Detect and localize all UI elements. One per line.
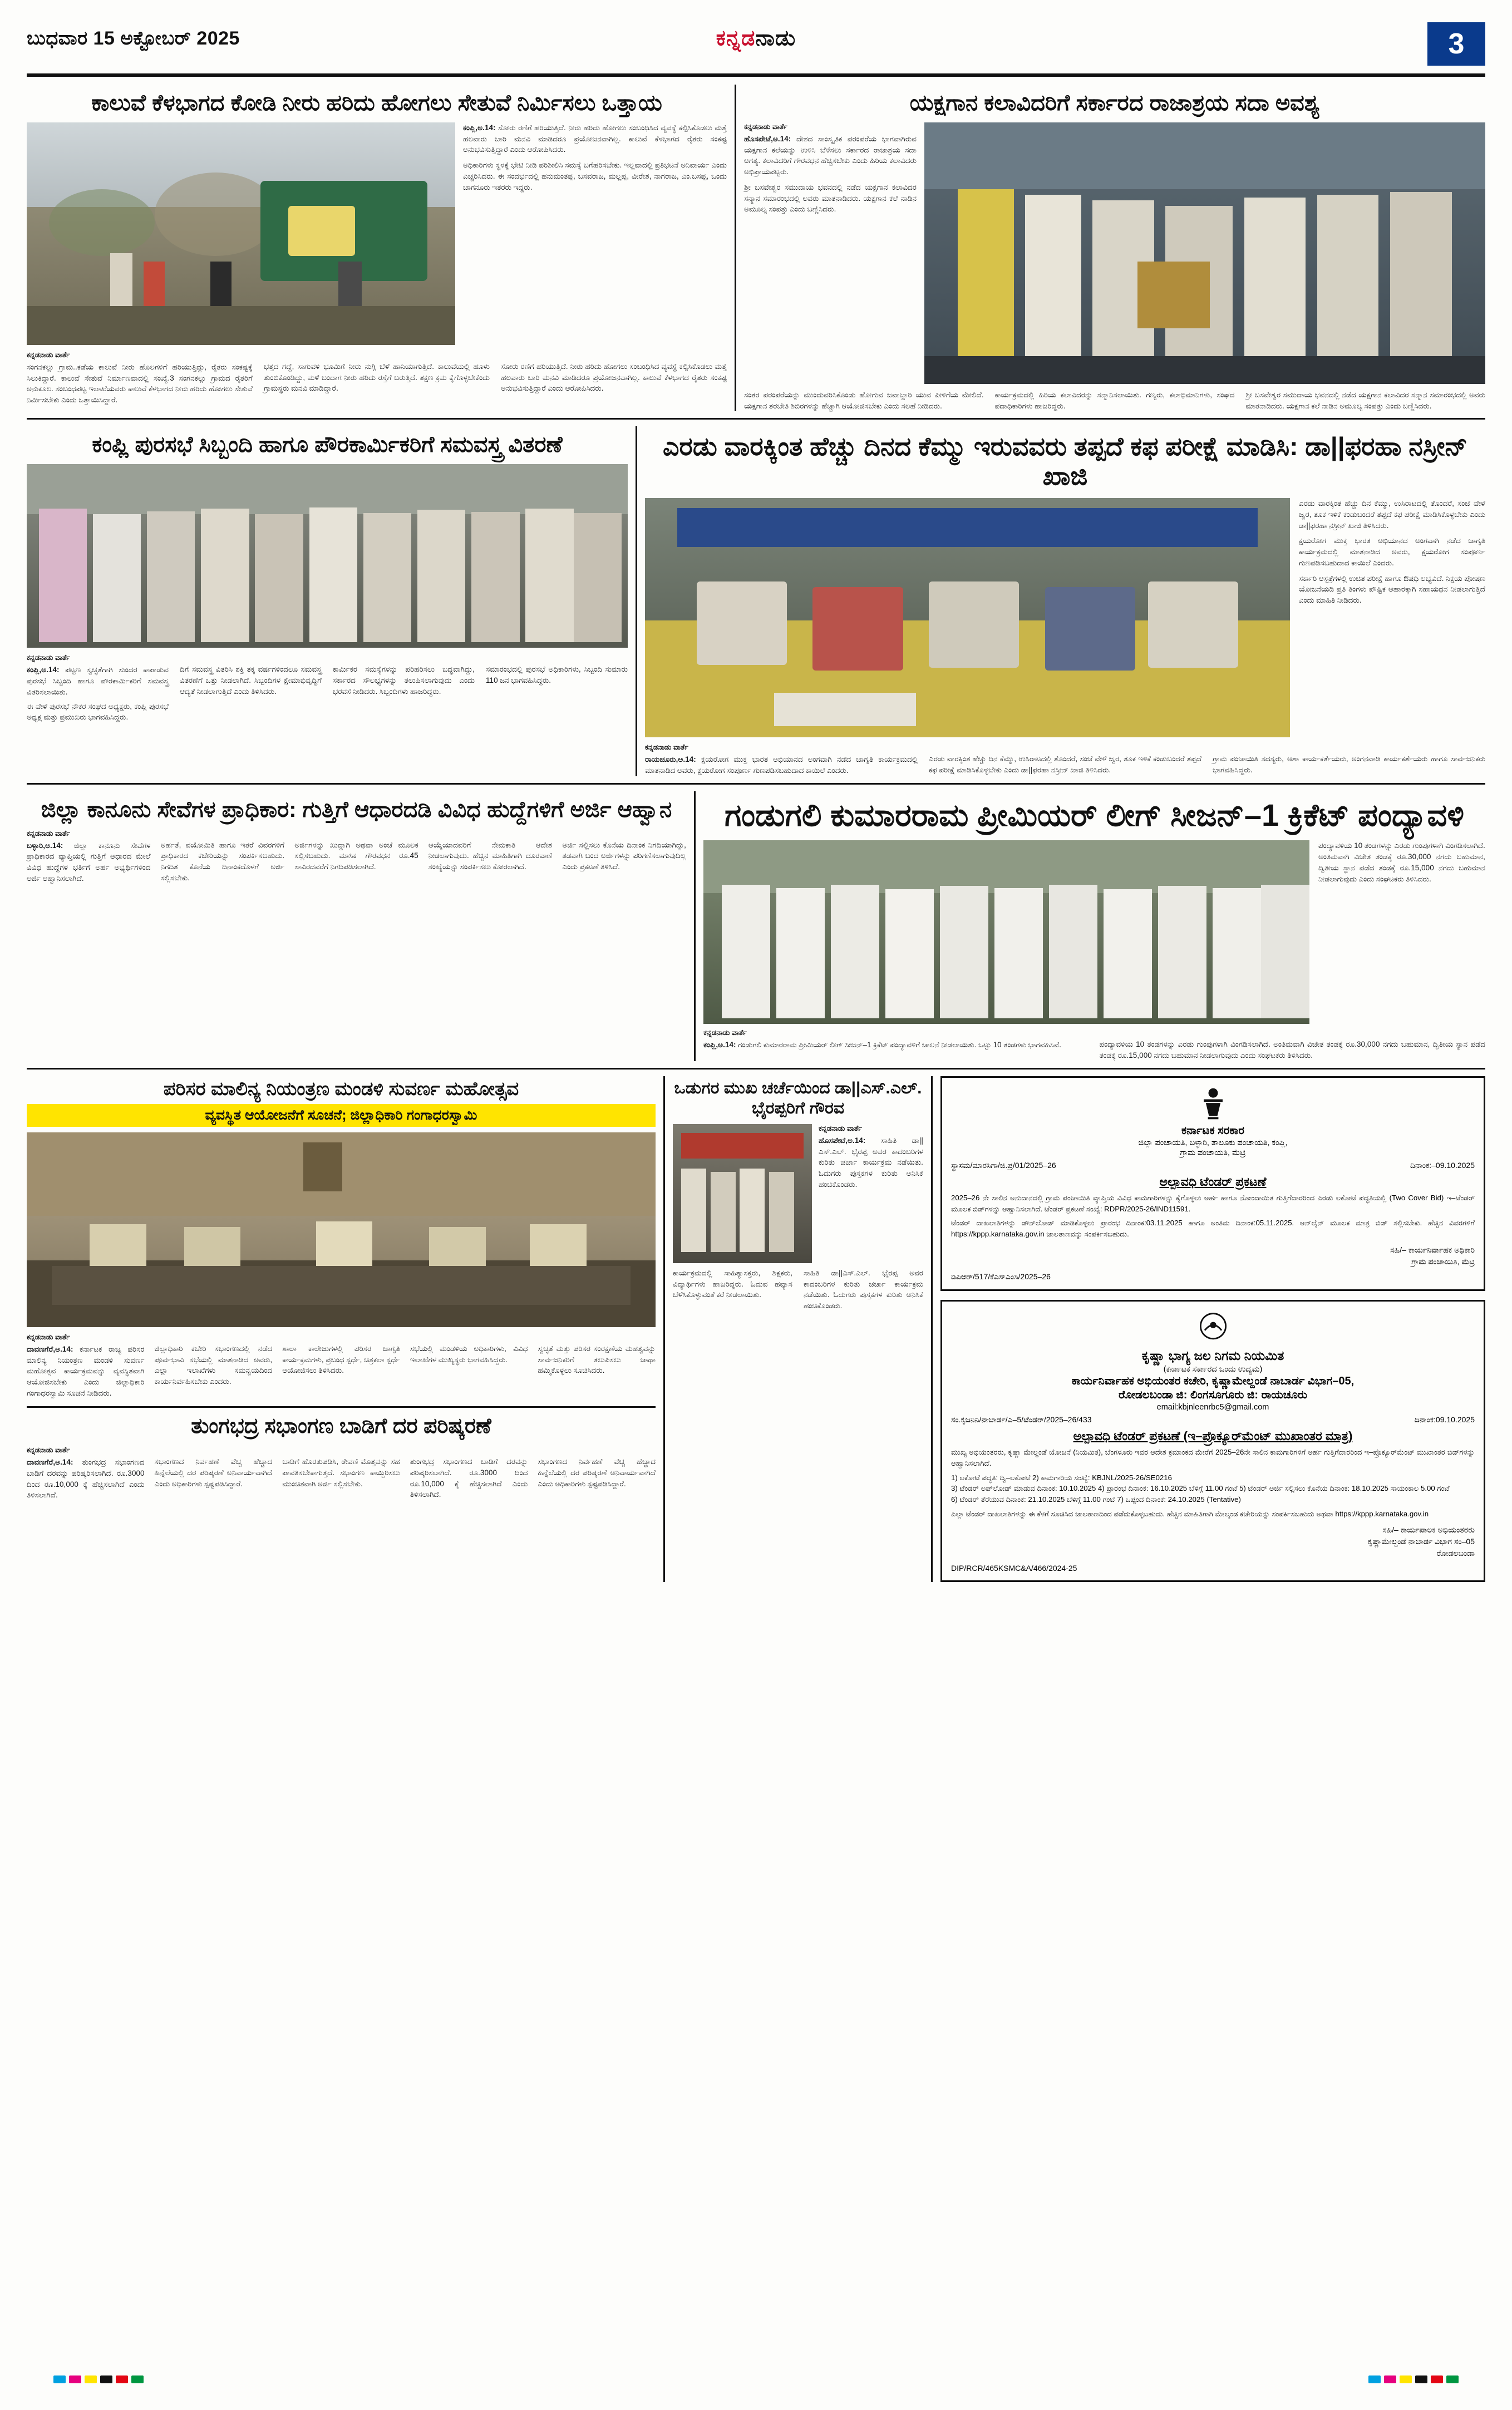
legal-body4: ಆಯ್ಕೆಯಾದವರಿಗೆ ನೇಮಕಾತಿ ಆದೇಶ ನೀಡಲಾಗುವುದು. ಹೆಚ್ಚಿನ ಮಾಹಿತಿಗಾಗಿ ದೂರವಾಣಿ ಸಂಖ್ಯೆಯನ್ನು ಸಂಪರ್ಕಿಸಲು ಕೋರಲಾಗಿದೆ.: [428, 840, 553, 871]
pollution-photo: [27, 1132, 656, 1327]
tb-byline: ಕನ್ನಡನಾಡು ವಾರ್ತೆ: [645, 743, 689, 752]
uniform-body5: ಸಮಾರಂಭದಲ್ಲಿ ಪುರಸಭೆ ಅಧಿಕಾರಿಗಳು, ಸಿಬ್ಬಂದಿ ಸುಮಾರು 110 ಜನ ಭಾಗವಹಿಸಿದ್ದರು.: [486, 665, 628, 685]
tungabhadra-body2: ಸಭಾಂಗಣದ ನಿರ್ವಹಣೆ ವೆಚ್ಚ ಹೆಚ್ಚಾದ ಹಿನ್ನೆಲೆಯಲ್ಲಿ ದರ ಪರಿಷ್ಕರಣೆ ಅನಿವಾರ್ಯವಾಗಿದೆ ಎಂದು ಅಧಿಕಾರಿಗಳು ಸ್ಪಷ್ಟಪಡಿಸಿದ್ದಾರೆ.: [154, 1457, 273, 1488]
tungabhadra-lead: ದಾವಣಗೆರೆ,ಅ.14: ತುಂಗಭದ್ರ ಸಭಾಂಗಣದ ಬಾಡಿಗೆ ದರವನ್ನು ಪರಿಷ್ಕರಿಸಲಾಗಿದೆ. ರೂ.3000 ದಿಂದ ರೂ.10,000 ಕ್ಕೆ ಹೆಚ್ಚಿಸಲಾಗಿದೆ ಎಂದು ತಿಳಿಸಲಾಗಿದೆ.: [27, 1458, 145, 1500]
tb-side-text3: ಸರ್ಕಾರಿ ಆಸ್ಪತ್ರೆಗಳಲ್ಲಿ ಉಚಿತ ಪರೀಕ್ಷೆ ಹಾಗೂ ಔಷಧಿ ಲಭ್ಯವಿದೆ. ನಿಕ್ಷಯ ಪೋಷಣ ಯೋಜನೆಯಡಿ ಪ್ರತಿ ತಿಂಗಳು ಪೌಷ್ಟಿಕ ಆಹಾರಕ್ಕಾಗಿ ಸಹಾಯಧನ ನೀಡಲಾಗುತ್ತಿದೆ ಎಂದು ಮಾಹಿತಿ ನೀಡಿದರು.: [1299, 574, 1485, 604]
canal-body2: ಭತ್ತದ ಗದ್ದೆ, ಸಾಗುವಳಿ ಭೂಮಿಗೆ ನೀರು ನುಗ್ಗಿ ಬೆಳೆ ಹಾನಿಯಾಗುತ್ತಿದೆ. ಕಾಲುವೆಯಲ್ಲಿ ಹೂಳು ತುಂಬಿಕೊಂಡಿದ್ದು, ಮಳೆ ಬಂದಾಗ ನೀರು ಹರಿದು ರಸ್ತೆಗೆ ಬರುತ್ತಿದೆ. ತಕ್ಷಣ ಕ್ರಮ ಕೈಗೊಳ್ಳಬೇಕೆಂದು ಗ್ರಾಮಸ್ಥರು ಮನವಿ ಮಾಡಿದ್ದಾರೆ.: [264, 362, 490, 393]
pollution-body3: ಶಾಲಾ ಕಾಲೇಜುಗಳಲ್ಲಿ ಪರಿಸರ ಜಾಗೃತಿ ಕಾರ್ಯಕ್ರಮಗಳು, ಪ್ರಬಂಧ ಸ್ಪರ್ಧೆ, ಚಿತ್ರಕಲಾ ಸ್ಪರ್ಧೆ ಆಯೋಜಿಸಲು ತಿಳಿಸಿದರು.: [282, 1344, 400, 1375]
odugara-body3: ಸಾಹಿತಿ ಡಾ||ಎಸ್.ಎಲ್. ಭೈರಪ್ಪ ಅವರ ಕಾದಂಬರಿಗಳ ಕುರಿತು ಚರ್ಚಾ ಕಾರ್ಯಕ್ರಮ ನಡೆಯಿತು. ಓದುಗರು ಪುಸ್ತಕಗಳ ಕುರಿತು ಅನಿಸಿಕೆ ಹಂಚಿಕೊಂಡರು.: [804, 1268, 923, 1310]
ad1-dept2: ಗ್ರಾಮ ಪಂಚಾಯತಿ, ಮೆಟ್ರಿ: [1180, 1148, 1246, 1157]
ad2-sign1: ಸಹಿ/– ಕಾರ್ಯಪಾಲಕ ಅಭಿಯಂತರರು: [1382, 1525, 1475, 1534]
legal-headline: ಜಿಲ್ಲಾ ಕಾನೂನು ಸೇವೆಗಳ ಪ್ರಾಧಿಕಾರ: ಗುತ್ತಿಗೆ ಆಧಾರದಡಿ ವಿವಿಧ ಹುದ್ದೆಗಳಿಗೆ ಅರ್ಜಿ ಆಹ್ವಾನ: [41, 797, 672, 822]
yakshagana-body5: ಶ್ರೀ ಬಸವೇಶ್ವರ ಸಮುದಾಯ ಭವನದಲ್ಲಿ ನಡೆದ ಯಕ್ಷಗಾನ ಕಲಾವಿದರ ಸನ್ಮಾನ ಸಮಾರಂಭದಲ್ಲಿ ಅವರು ಮಾತನಾಡಿದರು. ಯಕ್ಷಗಾನ ಕಲೆ ನಾಡಿನ ಅಮೂಲ್ಯ ಸಂಪತ್ತು ಎಂದು ಬಣ್ಣಿಸಿದರು.: [1245, 391, 1486, 410]
pollution-body2: ಜಿಲ್ಲಾಧಿಕಾರಿ ಕಚೇರಿ ಸಭಾಂಗಣದಲ್ಲಿ ನಡೆದ ಪೂರ್ವಭಾವಿ ಸಭೆಯಲ್ಲಿ ಮಾತನಾಡಿದ ಅವರು, ಎಲ್ಲಾ ಇಲಾಖೆಗಳು ಸಮನ್ವಯದಿಂದ ಕಾರ್ಯನಿರ್ವಹಿಸಬೇಕು ಎಂದರು.: [154, 1344, 273, 1386]
ad1-dept1: ಜಿಲ್ಲಾ ಪಂಚಾಯತಿ, ಬಳ್ಳಾರಿ, ತಾಲೂಕು ಪಂಚಾಯತಿ, ಕಂಪ್ಲಿ,: [1138, 1138, 1288, 1147]
ad1-ref: ಸ್ಥಾಸಮ/ಮಾರಸಿಗಾ/ಜಿ.ಪ್ರ/01/2025–26: [951, 1160, 1056, 1170]
cricket-side-text: ಪಂದ್ಯಾವಳಿಯ 10 ತಂಡಗಳನ್ನು ಎರಡು ಗುಂಪುಗಳಾಗಿ ವಿಂಗಡಿಸಲಾಗಿದೆ. ಅಂತಿಮವಾಗಿ ವಿಜೇತ ತಂಡಕ್ಕೆ ರೂ.30,000 ನಗದು ಬಹುಮಾನ, ದ್ವಿತೀಯ ಸ್ಥಾನ ಪಡೆದ ತಂಡಕ್ಕೆ ರೂ.15,000 ನಗದು ಬಹುಮಾನ ನೀಡಲಾಗುವುದು ಎಂದು ಸಂಘಟಕರು ತಿಳಿಸಿದರು.: [1318, 841, 1485, 883]
ad1-body: 2025–26 ನೇ ಸಾಲಿನ ಅನುದಾನದಲ್ಲಿ ಗ್ರಾಮ ಪಂಚಾಯಿತಿ ವ್ಯಾಪ್ತಿಯ ವಿವಿಧ ಕಾಮಗಾರಿಗಳನ್ನು ಕೈಗೊಳ್ಳಲು ಅರ್ಹ ಹಾಗೂ ನೋಂದಾಯಿತ ಗುತ್ತಿಗೆದಾರರಿಂದ ಎರಡು ಲಕೋಟೆ ಪದ್ಧತಿಯಲ್ಲಿ (Two Cover Bid) ಇ–ಟೆಂಡರ್ ಮೂಲಕ ಬಿಡ್‌ಗಳನ್ನು ಆಹ್ವಾನಿಸಲಾಗಿದೆ. ಟೆಂಡರ್ ಪ್ರಕಟಣೆ ಸಂಖ್ಯೆ: RDPR/2025-26/IND11591.: [951, 1193, 1475, 1213]
cricket-byline: ಕನ್ನಡನಾಡು ವಾರ್ತೆ: [703, 1028, 747, 1037]
ad2-body: ಮುಖ್ಯ ಅಭಿಯಂತರರು, ಕೃಷ್ಣಾ ಮೇಲ್ದಂಡೆ ಯೋಜನೆ (ನಿಯಮಿತ), ಬೆಂಗಳೂರು ಇವರ ಆದೇಶ ಕ್ರಮಾಂಕದ ಮೇರೆಗೆ 2025–26ನೇ ಸಾಲಿನ ಕಾಮಗಾರಿಗಳಿಗೆ ಅರ್ಹ ಗುತ್ತಿಗೆದಾರರಿಂದ ಇ–ಪ್ರೊಕ್ಯೂರ್‌ಮೆಂಟ್ ಮುಖಾಂತರ ಬಿಡ್‌ಗಳನ್ನು ಆಹ್ವಾನಿಸಲಾಗಿದೆ.: [951, 1448, 1475, 1467]
ad1-sign2: ಗ್ರಾಮ ಪಂಚಾಯಿತಿ, ಮೆಟ್ರಿ: [1411, 1257, 1475, 1266]
uniform-headline: ಕಂಪ್ಲಿ ಪುರಸಭೆ ಸಿಬ್ಬಂದಿ ಹಾಗೂ ಪೌರಕಾರ್ಮಿಕರಿಗೆ ಸಮವಸ್ತ್ರ ವಿತರಣೆ: [92, 432, 563, 457]
ad2-line3: 6) ಟೆಂಡರ್ ತೆರೆಯುವ ದಿನಾಂಕ: 21.10.2025 ಬೆಳಿಗ್ಗೆ 11.00 ಗಂಟೆ 7) ಒಪ್ಪಂದ ದಿನಾಂಕ: 24.10.2025 (Tentative): [951, 1495, 1241, 1504]
odugara-lead: ಹೊಸಪೇಟೆ,ಅ.14: ಸಾಹಿತಿ ಡಾ||ಎಸ್.ಎಲ್. ಭೈರಪ್ಪ ಅವರ ಕಾದಂಬರಿಗಳ ಕುರಿತು ಚರ್ಚಾ ಕಾರ್ಯಕ್ರಮ ನಡೆಯಿತು. ಓದುಗರು ಪುಸ್ತಕಗಳ ಕುರಿತು ಅನಿಸಿಕೆ ಹಂಚಿಕೊಂಡರು.: [819, 1136, 923, 1189]
tungabhadra-body5: ಸಭಾಂಗಣದ ನಿರ್ವಹಣೆ ವೆಚ್ಚ ಹೆಚ್ಚಾದ ಹಿನ್ನೆಲೆಯಲ್ಲಿ ದರ ಪರಿಷ್ಕರಣೆ ಅನಿವಾರ್ಯವಾಗಿದೆ ಎಂದು ಅಧಿಕಾರಿಗಳು ಸ್ಪಷ್ಟಪಡಿಸಿದ್ದಾರೆ.: [538, 1457, 656, 1488]
cricket-headline: ಗಂಡುಗಲಿ ಕುಮಾರರಾಮ ಪ್ರೀಮಿಯರ್ ಲೀಗ್ ಸೀಜನ್–1 ಕ್ರಿಕೆಟ್ ಪಂದ್ಯಾವಳಿ: [725, 797, 1464, 832]
tb-body3: ಎರಡು ವಾರಕ್ಕಿಂತ ಹೆಚ್ಚು ದಿನ ಕೆಮ್ಮು, ಉಸಿರಾಟದಲ್ಲಿ ತೊಂದರೆ, ಸಂಜೆ ವೇಳೆ ಜ್ವರ, ತೂಕ ಇಳಿಕೆ ಕಂಡುಬಂದರೆ ತಪ್ಪದೆ ಕಫ ಪರೀಕ್ಷೆ ಮಾಡಿಸಿಕೊಳ್ಳಬೇಕು ಎಂದು ಡಾ||ಫರಹಾ ನಸ್ರೀನ್ ಖಾಜಿ ತಿಳಿಸಿದರು.: [929, 755, 1201, 774]
pollution-body4: ಸಭೆಯಲ್ಲಿ ಮಂಡಳಿಯ ಅಧಿಕಾರಿಗಳು, ವಿವಿಧ ಇಲಾಖೆಗಳ ಮುಖ್ಯಸ್ಥರು ಭಾಗವಹಿಸಿದ್ದರು.: [410, 1344, 528, 1364]
pollution-body5: ಸ್ವಚ್ಛತೆ ಮತ್ತು ಪರಿಸರ ಸಂರಕ್ಷಣೆಯ ಮಹತ್ವವನ್ನು ಸಾರ್ವಜನಿಕರಿಗೆ ತಲುಪಿಸಲು ಜಾಥಾ ಹಮ್ಮಿಕೊಳ್ಳಲು ಸೂಚಿಸಿದರು.: [538, 1344, 656, 1375]
pollution-byline: ಕನ್ನಡನಾಡು ವಾರ್ತೆ: [27, 1332, 71, 1341]
ad1-footer-left: ಡಿಪಿಆರ್/517/ಕೆಎಸ್‌ಎಂಸಿ/2025–26: [951, 1272, 1051, 1281]
canal-headline: ಕಾಲುವೆ ಕೆಳಭಾಗದ ಕೋಡಿ ನೀರು ಹರಿದು ಹೋಗಲು ಸೇತುವೆ ನಿರ್ಮಿಸಲು ಒತ್ತಾಯ: [91, 91, 662, 115]
ad2-line4: ಎಲ್ಲಾ ಟೆಂಡರ್ ದಾಖಲಾತಿಗಳನ್ನು ಈ ಕೆಳಗೆ ಸೂಚಿಸಿದ ಜಾಲತಾಣದಿಂದ ಪಡೆದುಕೊಳ್ಳಬಹುದು. ಹೆಚ್ಚಿನ ಮಾಹಿತಿಗಾಗಿ ಮೇಲ್ಕಂಡ ಕಚೇರಿಯನ್ನು ಸಂಪರ್ಕಿಸಬಹುದು ಅಥವಾ https://kppp.karnataka.gov.in: [951, 1509, 1429, 1518]
cricket-photo: [703, 840, 1309, 1024]
ad1-title: ಅಲ್ಪಾವಧಿ ಟೆಂಡರ್ ಪ್ರಕಟಣೆ: [1159, 1174, 1267, 1189]
tungabhadra-body4: ತುಂಗಭದ್ರ ಸಭಾಂಗಣದ ಬಾಡಿಗೆ ದರವನ್ನು ಪರಿಷ್ಕರಿಸಲಾಗಿದೆ. ರೂ.3000 ದಿಂದ ರೂ.10,000 ಕ್ಕೆ ಹೆಚ್ಚಿಸಲಾಗಿದೆ ಎಂದು ತಿಳಿಸಲಾಗಿದೆ.: [410, 1457, 528, 1499]
masthead: [27, 22, 1485, 77]
ad2-org1: ಕೃಷ್ಣಾ ಭಾಗ್ಯ ಜಲ ನಿಗಮ ನಿಯಮಿತ: [1141, 1348, 1284, 1363]
yakshagana-headline: ಯಕ್ಷಗಾನ ಕಲಾವಿದರಿಗೆ ಸರ್ಕಾರದ ರಾಜಾಶ್ರಯ ಸದಾ ಅವಶ್ಯ: [909, 91, 1320, 115]
ad2-sign3: ರೋಡಲಬಂಡಾ: [1436, 1548, 1475, 1558]
color-registration-bar-right: [1368, 2375, 1459, 2383]
ad2-sign2: ಕೃಷ್ಣಾಮೇಲ್ದಂಡೆ ನಾಬಾರ್ಡ ವಿಭಾಗ ಸಂ–05: [1367, 1536, 1475, 1546]
odugara-photo: [673, 1124, 812, 1263]
uniform-byline: ಕನ್ನಡನಾಡು ವಾರ್ತೆ: [27, 653, 71, 662]
ad1-sign1: ಸಹಿ/– ಕಾರ್ಯನಿರ್ವಾಹಕ ಅಧಿಕಾರಿ: [1390, 1245, 1475, 1254]
uniform-photo: [27, 464, 628, 648]
pollution-subbar: ವ್ಯವಸ್ಥಿತ ಆಯೋಜನೆಗೆ ಸೂಚನೆ; ಜಿಲ್ಲಾಧಿಕಾರಿ ಗಂಗಾಧರಸ್ವಾಮಿ: [27, 1104, 656, 1127]
ad2-org2: (ಕರ್ನಾಟಕ ಸರ್ಕಾರದ ಒಂದು ಉದ್ಯಮ): [1163, 1365, 1263, 1374]
tungabhadra-headline: ತುಂಗಭದ್ರ ಸಭಾಂಗಣ ಬಾಡಿಗೆ ದರ ಪರಿಷ್ಕರಣೆ: [191, 1415, 491, 1438]
yakshagana-byline: ಕನ್ನಡನಾಡು ವಾರ್ತೆ: [744, 122, 788, 131]
ad1-date: ದಿನಾಂಕ:–09.10.2025: [1410, 1160, 1475, 1170]
canal-text-b: ಅಧಿಕಾರಿಗಳು ಸ್ಥಳಕ್ಕೆ ಭೇಟಿ ನೀಡಿ ಪರಿಶೀಲಿಸಿ ಸಮಸ್ಯೆ ಬಗೆಹರಿಸಬೇಕು. ಇಲ್ಲವಾದಲ್ಲಿ ಪ್ರತಿಭಟನೆ ಅನಿವಾರ್ಯ ಎಂದು ಎಚ್ಚರಿಸಿದರು. ಈ ಸಂದರ್ಭದಲ್ಲಿ ಹನುಮಂತಪ್ಪ, ಬಸವರಾಜ, ಮಲ್ಲಪ್ಪ, ವೀರೇಶ, ನಾಗರಾಜ, ಎಂ.ಬಸಪ್ಪ, ಒಂದು ಚಾಗನೂರು ಇತರರು ಇದ್ದರು.: [463, 161, 727, 191]
yakshagana-body2: ಶ್ರೀ ಬಸವೇಶ್ವರ ಸಮುದಾಯ ಭವನದಲ್ಲಿ ನಡೆದ ಯಕ್ಷಗಾನ ಕಲಾವಿದರ ಸನ್ಮಾನ ಸಮಾರಂಭದಲ್ಲಿ ಅವರು ಮಾತನಾಡಿದರು. ಯಕ್ಷಗಾನ ಕಲೆ ನಾಡಿನ ಅಮೂಲ್ಯ ಸಂಪತ್ತು ಎಂದು ಬಣ್ಣಿಸಿದರು.: [744, 183, 917, 214]
yakshagana-body3: ಸಂತರ ಪರಂಪರೆಯನ್ನು ಮುಂದುವರಿಸಿಕೊಂಡು ಹೋಗುವ ಜವಾಬ್ದಾರಿ ಯುವ ಪೀಳಿಗೆಯ ಮೇಲಿದೆ. ಯಕ್ಷಗಾನ ತರಬೇತಿ ಶಿಬಿರಗಳನ್ನು ಹೆಚ್ಚಾಗಿ ಆಯೋಜಿಸಬೇಕು ಎಂದು ಸಲಹೆ ನೀಡಿದರು.: [744, 391, 984, 410]
legal-body2: ಅರ್ಹತೆ, ವಯೋಮಿತಿ ಹಾಗೂ ಇತರೆ ವಿವರಗಳಿಗೆ ಪ್ರಾಧಿಕಾರದ ಕಚೇರಿಯನ್ನು ಸಂಪರ್ಕಿಸಬಹುದು. ನಿಗದಿತ ಕೊನೆಯ ದಿನಾಂಕದೊಳಗೆ ಅರ್ಜಿ ಸಲ್ಲಿಸಬೇಕು.: [160, 840, 285, 882]
masthead-title: [716, 27, 796, 51]
uniform-body2: ಈ ವೇಳೆ ಪುರಸಭೆ ನೌಕರ ಸಂಘದ ಅಧ್ಯಕ್ಷರು, ಕಂಪ್ಲಿ ಪುರಸಭೆ ಅಧ್ಯಕ್ಷ ಮತ್ತು ಪ್ರಮುಖರು ಭಾಗವಹಿಸಿದ್ದರು.: [27, 702, 169, 722]
odugara-headline: ಒಡುಗರ ಮುಖ ಚರ್ಚೆಯಿಂದ ಡಾ||ಎಸ್.ಎಲ್. ಭೈರಪ್ಪರಿಗೆ ಗೌರವ: [674, 1078, 922, 1117]
legal-lead: ಬಳ್ಳಾರಿ,ಅ.14: ಜಿಲ್ಲಾ ಕಾನೂನು ಸೇವೆಗಳ ಪ್ರಾಧಿಕಾರದ ವ್ಯಾಪ್ತಿಯಲ್ಲಿ ಗುತ್ತಿಗೆ ಆಧಾರದ ಮೇಲೆ ವಿವಿಧ ಹುದ್ದೆಗಳ ಭರ್ತಿಗೆ ಅರ್ಹ ಅಭ್ಯರ್ಥಿಗಳಿಂದ ಅರ್ಜಿ ಆಹ್ವಾನಿಸಲಾಗಿದೆ.: [27, 841, 151, 883]
canal-body3: ಸೋರು ರಣಿಗೆ ಹರಿಯುತ್ತಿದೆ. ನೀರು ಹರಿದು ಹೋಗಲು ಸಂಬಂಧಿಸಿದ ವ್ಯವಸ್ಥೆ ಕಲ್ಪಿಸಿಕೊಡಲು ಮತ್ತೆ ಹಲವಾರು ಬಾರಿ ಮನವಿ ಮಾಡಿದರೂ ಪ್ರಯೋಜನವಾಗಿಲ್ಲ. ಕಾಲುವೆ ಕೆಳಭಾಗದ ರೈತರು ಸಂಕಷ್ಟ ಅನುಭವಿಸುತ್ತಿದ್ದಾರೆ ಎಂದು ಆರೋಪಿಸಿದರು.: [501, 362, 727, 393]
odugara-byline: ಕನ್ನಡನಾಡು ವಾರ್ತೆ: [819, 1123, 863, 1132]
uniform-body4: ಕಾರ್ಮಿಕರ ಸಮಸ್ಯೆಗಳನ್ನು ಪರಿಹರಿಸಲು ಬದ್ಧವಾಗಿದ್ದು, ಸರ್ಕಾರದ ಸೌಲಭ್ಯಗಳನ್ನು ತಲುಪಿಸಲಾಗುವುದು ಎಂದು ಭರವಸೆ ನೀಡಿದರು. ಸಿಬ್ಬಂದಿಗಳು ಹಾಜರಿದ್ದರು.: [333, 665, 475, 696]
ad2-line1: 1) ಲಕೋಟೆ ಪದ್ಧತಿ: ದ್ವಿ–ಲಕೋಟೆ 2) ಕಾಮಗಾರಿಯ ಸಂಖ್ಯೆ: KBJNL/2025-26/SE0216: [951, 1473, 1172, 1482]
ad2-email: email:kbjnleenrbc5@gmail.com: [1156, 1403, 1269, 1412]
masthead-title-right: ನಾಡು: [755, 27, 796, 50]
tb-headline: ಎರಡು ವಾರಕ್ಕಿಂತ ಹೆಚ್ಚು ದಿನದ ಕೆಮ್ಮು ಇರುವವರು ತಪ್ಪದೆ ಕಫ ಪರೀಕ್ಷೆ ಮಾಡಿಸಿ: ಡಾ||ಫರಹಾ ನಸ್ರೀನ್ ಖಾಜಿ: [663, 432, 1467, 490]
state-emblem-icon: [1197, 1086, 1229, 1122]
ad1-body2: ಟೆಂಡರ್ ದಾಖಲಾತಿಗಳನ್ನು ಡೌನ್‌ಲೋಡ್ ಮಾಡಿಕೊಳ್ಳಲು ಪ್ರಾರಂಭ ದಿನಾಂಕ:03.11.2025 ಹಾಗೂ ಅಂತಿಮ ದಿನಾಂಕ:05.11.2025. ಆನ್‌ಲೈನ್ ಮೂಲಕ ಮಾತ್ರ ಬಿಡ್ ಸಲ್ಲಿಸಬೇಕು. ಹೆಚ್ಚಿನ ವಿವರಗಳಿಗೆ https://kppp.karnataka.gov.in ಜಾಲತಾಣವನ್ನು ಸಂಪರ್ಕಿಸಬಹುದು.: [951, 1219, 1475, 1239]
legal-byline: ಕನ್ನಡನಾಡು ವಾರ್ತೆ: [27, 829, 71, 837]
tb-body4: ಗ್ರಾಮ ಪಂಚಾಯಿತಿ ಸದಸ್ಯರು, ಆಶಾ ಕಾರ್ಯಕರ್ತೆಯರು, ಅಂಗನವಾಡಿ ಕಾರ್ಯಕರ್ತೆಯರು ಹಾಗೂ ಸಾರ್ವಜನಿಕರು ಭಾಗವಹಿಸಿದ್ದರು.: [1213, 755, 1485, 774]
tender-ad-1: [940, 1076, 1485, 1291]
ad2-ref: ಸಂ.ಕೃಜನಿನಿ/ನಾಬಾರ್ಡ/ಎ–5/ಟೆಂಡರ್/2025–26/433: [951, 1415, 1092, 1424]
uniform-body3: ದಿಗೆ ಸಮವಸ್ತ್ರ ವಿತರಿಸಿ ಶಕ್ತಿ ತಕ್ಕ ವರ್ಷಗಳಿಂದಲೂ ಸಮವಸ್ತ್ರ ವಿತರಣೆಗೆ ಒತ್ತು ನೀಡಲಾಗಿದೆ. ಸಿಬ್ಬಂದಿಗಳ ಕ್ಷೇಮಾಭಿವೃದ್ಧಿಗೆ ಆದ್ಯತೆ ನೀಡಲಾಗುತ್ತಿದೆ ಎಂದು ತಿಳಿಸಿದರು.: [180, 665, 322, 696]
uniform-lead: ಕಂಪ್ಲಿ,ಅ.14: ಪಟ್ಟಣ ಸ್ವಚ್ಛತೆಗಾಗಿ ಸುಂದರ ಕಾಪಾಡುವ ಪುರಸಭೆ ಸಿಬ್ಬಂದಿ ಹಾಗೂ ಪೌರಕಾರ್ಮಿಕರಿಗೆ ಸಮವಸ್ತ್ರ ವಿತರಿಸಲಾಯಿತು.: [27, 666, 169, 696]
color-registration-bar-left: [53, 2375, 144, 2383]
pollution-lead: ದಾವಣಗೆರೆ,ಅ.14: ಕರ್ನಾಟಕ ರಾಜ್ಯ ಪರಿಸರ ಮಾಲಿನ್ಯ ನಿಯಂತ್ರಣ ಮಂಡಳಿ ಸುವರ್ಣ ಮಹೋತ್ಸವ ಕಾರ್ಯಕ್ರಮವನ್ನು ವ್ಯವಸ್ಥಿತವಾಗಿ ಆಯೋಜಿಸಬೇಕು ಎಂದು ಜಿಲ್ಲಾಧಿಕಾರಿ ಗಂಗಾಧರಸ್ವಾಮಿ ಸೂಚನೆ ನೀಡಿದರು.: [27, 1344, 145, 1397]
canal-lead-text: ಕಂಪ್ಲಿ,ಅ.14: ಸೋರು ರಣಿಗೆ ಹರಿಯುತ್ತಿದೆ. ನೀರು ಹರಿದು ಹೋಗಲು ಸಂಬಂಧಿಸಿದ ವ್ಯವಸ್ಥೆ ಕಲ್ಪಿಸಿಕೊಡಲು ಮತ್ತೆ ಹಲವಾರು ಬಾರಿ ಮನವಿ ಮಾಡಿದರೂ ಪ್ರಯೋಜನವಾಗಿಲ್ಲ. ಕಾಲುವೆ ಕೆಳಭಾಗದ ರೈತರು ಸಂಕಷ್ಟ ಅನುಭವಿಸುತ್ತಿದ್ದಾರೆ ಎಂದು ಆರೋಪಿಸಿದರು.: [463, 124, 727, 154]
legal-body5: ಅರ್ಜಿ ಸಲ್ಲಿಸಲು ಕೊನೆಯ ದಿನಾಂಕ ನಿಗದಿಯಾಗಿದ್ದು, ತಡವಾಗಿ ಬಂದ ಅರ್ಜಿಗಳನ್ನು ಪರಿಗಣಿಸಲಾಗುವುದಿಲ್ಲ ಎಂದು ಪ್ರಕಟಣೆ ತಿಳಿಸಿದೆ.: [562, 840, 686, 871]
ad2-date: ದಿನಾಂಕ:09.10.2025: [1414, 1415, 1475, 1424]
pollution-headline: ಪರಿಸರ ಮಾಲಿನ್ಯ ನಿಯಂತ್ರಣ ಮಂಡಳಿ ಸುವರ್ಣ ಮಹೋತ್ಸವ: [163, 1078, 519, 1100]
ad2-title: ಅಲ್ಪಾವಧಿ ಟೆಂಡರ್ ಪ್ರಕಟಣೆ (ಇ–ಪ್ರೊಕ್ಯೂರ್‌ಮೆಂಟ್ ಮುಖಾಂತರ ಮಾತ್ರ): [1073, 1429, 1353, 1443]
legal-body3: ಅರ್ಜಿಗಳನ್ನು ಖುದ್ದಾಗಿ ಅಥವಾ ಅಂಚೆ ಮೂಲಕ ಸಲ್ಲಿಸಬಹುದು. ಮಾಸಿಕ ಗೌರವಧನ ರೂ.45 ಸಾವಿರದವರೆಗೆ ನಿಗದಿಪಡಿಸಲಾಗಿದೆ.: [294, 840, 418, 871]
tender-ad-2: [940, 1300, 1485, 1582]
ad2-footer-left: DIP/RCR/465KSMC&A/466/2024-25: [951, 1563, 1077, 1573]
yakshagana-body4: ಕಾರ್ಯಕ್ರಮದಲ್ಲಿ ಹಿರಿಯ ಕಲಾವಿದರನ್ನು ಸನ್ಮಾನಿಸಲಾಯಿತು. ಗಣ್ಯರು, ಕಲಾಭಿಮಾನಿಗಳು, ಸಂಘದ ಪದಾಧಿಕಾರಿಗಳು ಹಾಜರಿದ್ದರು.: [994, 391, 1235, 410]
canal-dateline: ಕಂಪ್ಲಿ,ಅ.14:: [463, 124, 496, 132]
ad2-line2: 3) ಟೆಂಡರ್ ಅಪ್‌ಲೋಡ್ ಮಾಡುವ ದಿನಾಂಕ: 10.10.2025 4) ಪ್ರಾರಂಭ ದಿನಾಂಕ: 16.10.2025 ಬೆಳಿಗ್ಗೆ 11.00 ಗಂಟೆ 5) ಟೆಂಡರ್ ಅರ್ಜಿ ಸಲ್ಲಿಸಲು ಕೊನೆಯ ದಿನಾಂಕ: 18.10.2025 ಸಾಯಂಕಾಲ 5.00 ಗಂಟೆ: [951, 1484, 1450, 1493]
ad2-office2: ರೋಡಲಬಂಡಾ ಜಿ: ಲಿಂಗಸೂಗೂರು ಜಿ: ರಾಯಚೂರು: [1119, 1389, 1307, 1401]
tungabhadra-body3: ಬಾಡಿಗೆ ಹೊರತುಪಡಿಸಿ, ಠೇವಣಿ ಮೊತ್ತವನ್ನು ಸಹ ಪಾವತಿಸಬೇಕಾಗುತ್ತದೆ. ಸಭಾಂಗಣ ಕಾಯ್ದಿರಿಸಲು ಮುಂಚಿತವಾಗಿ ಅರ್ಜಿ ಸಲ್ಲಿಸಬೇಕು.: [282, 1457, 400, 1488]
tungabhadra-byline: ಕನ್ನಡನಾಡು ವಾರ್ತೆ: [27, 1446, 71, 1455]
cricket-lead: ಕಂಪ್ಲಿ,ಅ.14: ಗಂಡುಗಲಿ ಕುಮಾರರಾಮ ಪ್ರೀಮಿಯರ್ ಲೀಗ್ ಸೀಜನ್–1 ಕ್ರಿಕೆಟ್ ಪಂದ್ಯಾವಳಿಗೆ ಚಾಲನೆ ನೀಡಲಾಯಿತು. ಒಟ್ಟು 10 ತಂಡಗಳು ಭಾಗವಹಿಸಿವೆ.: [703, 1041, 1062, 1049]
ad1-gov: ಕರ್ನಾಟಕ ಸರಕಾರ: [1181, 1124, 1244, 1137]
yakshagana-photo: [924, 122, 1485, 384]
cricket-body2: ಪಂದ್ಯಾವಳಿಯ 10 ತಂಡಗಳನ್ನು ಎರಡು ಗುಂಪುಗಳಾಗಿ ವಿಂಗಡಿಸಲಾಗಿದೆ. ಅಂತಿಮವಾಗಿ ವಿಜೇತ ತಂಡಕ್ಕೆ ರೂ.30,000 ನಗದು ಬಹುಮಾನ, ದ್ವಿತೀಯ ಸ್ಥಾನ ಪಡೆದ ತಂಡಕ್ಕೆ ರೂ.15,000 ನಗದು ಬಹುಮಾನ ನೀಡಲಾಗುವುದು ಎಂದು ಸಂಘಟಕರು ತಿಳಿಸಿದರು.: [1099, 1040, 1485, 1060]
masthead-date: ಬುಧವಾರ 15 ಅಕ್ಟೋಬರ್ 2025: [27, 28, 240, 49]
tb-side-text: ಎರಡು ವಾರಕ್ಕಿಂತ ಹೆಚ್ಚು ದಿನ ಕೆಮ್ಮು, ಉಸಿರಾಟದಲ್ಲಿ ತೊಂದರೆ, ಸಂಜೆ ವೇಳೆ ಜ್ವರ, ತೂಕ ಇಳಿಕೆ ಕಂಡುಬಂದರೆ ತಪ್ಪದೆ ಕಫ ಪರೀಕ್ಷೆ ಮಾಡಿಸಿಕೊಳ್ಳಬೇಕು ಎಂದು ಡಾ||ಫರಹಾ ನಸ್ರೀನ್ ಖಾಜಿ ತಿಳಿಸಿದರು.: [1299, 499, 1485, 530]
canal-body1: ಸಂಗನಕಲ್ಲು ಗ್ರಾಮ..ಕಡೆಯ ಕಾಲುವೆ ನೀರು ಹೊಲಗಳಿಗೆ ಹರಿಯುತ್ತಿದ್ದು, ರೈತರು ಸಂಕಷ್ಟಕ್ಕೆ ಸಿಲುಕಿದ್ದಾರೆ. ಕಾಲುವೆ ಸೇತುವೆ ನಿರ್ಮಾಣವಾದಲ್ಲಿ ಸಂಖ್ಯೆ.3 ಸಂಗನಕಲ್ಲು ಗ್ರಾಮದ ರೈತರಿಗೆ ಅನುಕೂಲ. ಸಂಬಂಧಪಟ್ಟ ಇಲಾಖೆಯವರು ಕಾಲುವೆ ಕೆಳಭಾಗದ ನೀರು ಹರಿದು ಹೋಗಲು ಸೇತುವೆ ನಿರ್ಮಿಸಬೇಕು ಎಂದು ಒತ್ತಾಯಿಸಿದ್ದಾರೆ.: [27, 363, 253, 405]
tb-photo: [645, 498, 1290, 737]
tb-side-text2: ಕ್ಷಯರೋಗ ಮುಕ್ತ ಭಾರತ ಅಭಿಯಾನದ ಅಂಗವಾಗಿ ನಡೆದ ಜಾಗೃತಿ ಕಾರ್ಯಕ್ರಮದಲ್ಲಿ ಮಾತನಾಡಿದ ಅವರು, ಕ್ಷಯರೋಗ ಸಂಪೂರ್ಣ ಗುಣಪಡಿಸಬಹುದಾದ ಕಾಯಿಲೆ ಎಂದರು.: [1299, 536, 1485, 567]
tb-lead: ರಾಯಚೂರು,ಅ.14: ಕ್ಷಯರೋಗ ಮುಕ್ತ ಭಾರತ ಅಭಿಯಾನದ ಅಂಗವಾಗಿ ನಡೆದ ಜಾಗೃತಿ ಕಾರ್ಯಕ್ರಮದಲ್ಲಿ ಮಾತನಾಡಿದ ಅವರು, ಕ್ಷಯರೋಗ ಸಂಪೂರ್ಣ ಗುಣಪಡಿಸಬಹುದಾದ ಕಾಯಿಲೆ ಎಂದರು.: [645, 755, 918, 775]
masthead-title-left: ಕನ್ನಡ: [716, 27, 756, 50]
page-number: 3: [1427, 22, 1485, 66]
kbjnl-logo-icon: [1197, 1309, 1229, 1346]
canal-photo: [27, 122, 455, 345]
yakshagana-lead: ಹೊಸಪೇಟೆ,ಅ.14: ದೇಶದ ಸಾಂಸ್ಕೃತಿಕ ಪರಂಪರೆಯ ಭಾಗವಾಗಿರುವ ಯಕ್ಷಗಾನ ಕಲೆಯನ್ನು ಉಳಿಸಿ ಬೆಳೆಸಲು ಸರ್ಕಾರದ ರಾಜಾಶ್ರಯ ಸದಾ ಅಗತ್ಯ. ಕಲಾವಿದರಿಗೆ ಗೌರವಧನ ಹೆಚ್ಚಿಸಬೇಕು ಎಂದು ಹಿರಿಯ ಕಲಾವಿದರು ಅಭಿಪ್ರಾಯಪಟ್ಟರು.: [744, 135, 917, 176]
ad2-office1: ಕಾರ್ಯನಿರ್ವಾಹಕ ಅಭಿಯಂತರ ಕಚೇರಿ, ಕೃಷ್ಣಾಮೇಲ್ದಂಡೆ ನಾಬಾರ್ಡ ವಿಭಾಗ–05,: [1071, 1375, 1355, 1387]
odugara-body2: ಕಾರ್ಯಕ್ರಮದಲ್ಲಿ ಸಾಹಿತ್ಯಾಸಕ್ತರು, ಶಿಕ್ಷಕರು, ವಿದ್ಯಾರ್ಥಿಗಳು ಹಾಜರಿದ್ದರು. ಓದುವ ಹವ್ಯಾಸ ಬೆಳೆಸಿಕೊಳ್ಳುವಂತೆ ಕರೆ ನೀಡಲಾಯಿತು.: [673, 1268, 792, 1299]
canal-byline: ಕನ್ನಡನಾಡು ವಾರ್ತೆ: [27, 351, 71, 359]
